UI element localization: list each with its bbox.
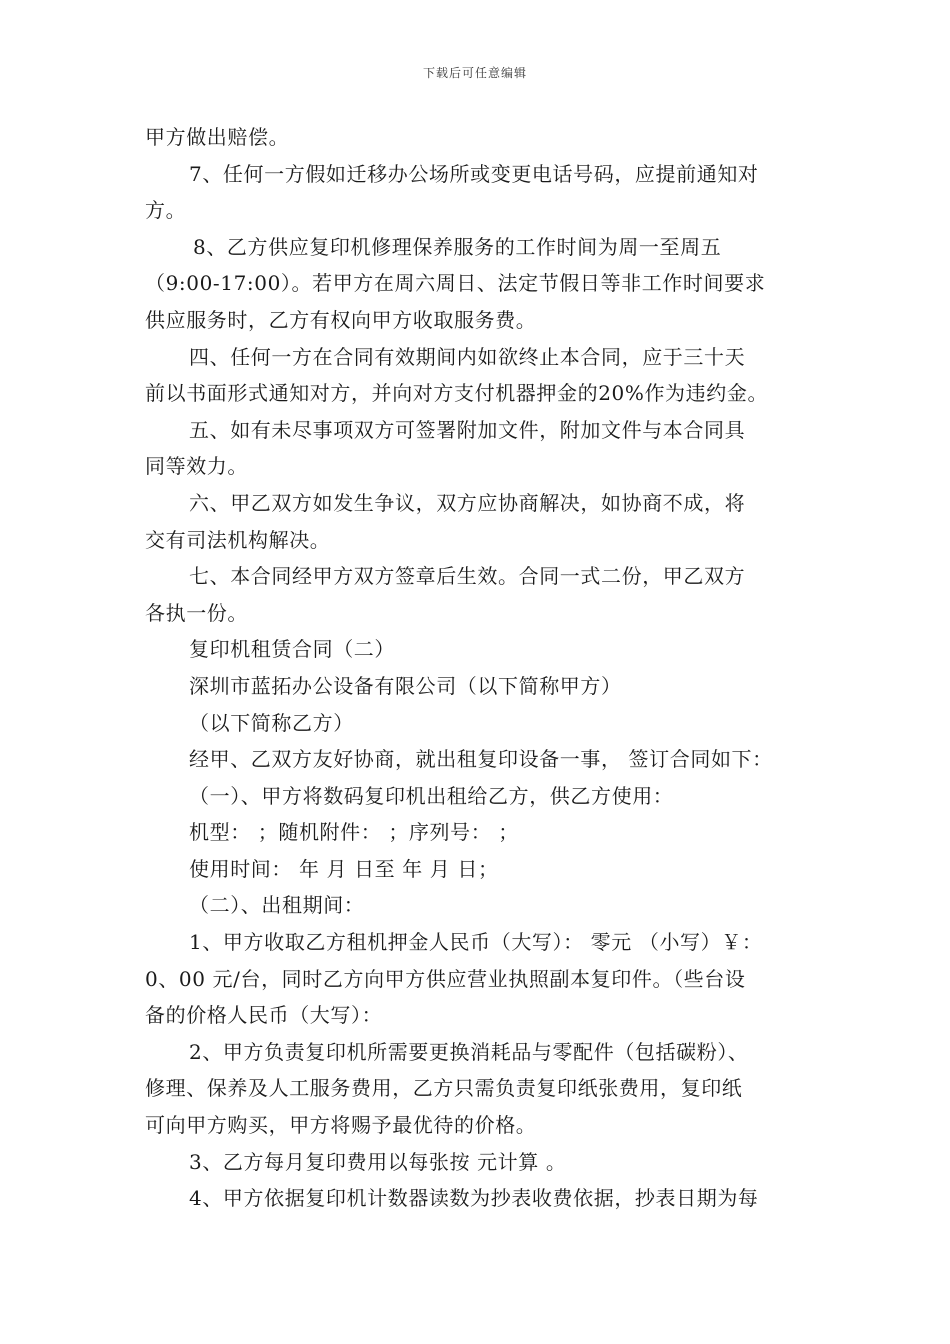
text-line: 可向甲方购买，甲方将赐予最优待的价格。 bbox=[145, 1113, 537, 1138]
text-line: 六、甲乙双方如发生争议，双方应协商解决，如协商不成，将 bbox=[189, 490, 746, 515]
text-line: 四、任何一方在合同有效期间内如欲终止本合同，应于三十天 bbox=[189, 344, 746, 369]
text-line: 供应服务时，乙方有权向甲方收取服务费。 bbox=[145, 307, 537, 332]
text-line: 各执一份。 bbox=[145, 600, 248, 625]
text-line: 0、00 元/台，同时乙方向甲方供应营业执照副本复印件。（些台设 bbox=[145, 966, 746, 991]
text-line: 1、甲方收取乙方租机押金人民币（大写）： 零元 （小写）￥： bbox=[189, 930, 763, 955]
text-line: （以下简称乙方） bbox=[189, 710, 354, 735]
text-line: 3、乙方每月复印费用以每张按 元计算 。 bbox=[189, 1149, 567, 1174]
text-line: 前以书面形式通知对方，并向对方支付机器押金的20%作为违约金。 bbox=[145, 381, 769, 406]
text-line: 甲方做出赔偿。 bbox=[145, 125, 290, 149]
text-line: 使用时间： 年 月 日至 年 月 日； bbox=[189, 856, 499, 881]
text-line: 七、本合同经甲方双方签章后生效。合同一式二份，甲乙双方 bbox=[189, 564, 746, 589]
document-body bbox=[145, 119, 815, 1217]
text-line: 复印机租赁合同（二） bbox=[189, 637, 395, 662]
text-line: 深圳市蓝拓办公设备有限公司（以下简称甲方） bbox=[189, 673, 622, 698]
text-line: 机型： ；随机附件： ；序列号： ； bbox=[189, 820, 519, 845]
text-line: 五、如有未尽事项双方可签署附加文件，附加文件与本合同具 bbox=[189, 417, 746, 442]
text-line: （一）、甲方将数码复印机出租给乙方，供乙方使用： bbox=[189, 783, 674, 808]
text-line: （二）、出租期间： bbox=[189, 893, 365, 918]
text-line: 4、甲方依据复印机计数器读数为抄表收费依据，抄表日期为每 bbox=[189, 1186, 759, 1211]
text-line: 经甲、乙双方友好协商，就出租复印设备一事， 签订合同如下： bbox=[189, 747, 773, 772]
page-header: 下载后可任意编辑 bbox=[422, 66, 527, 80]
text-line: 同等效力。 bbox=[145, 454, 248, 479]
text-line: （9:00-17:00）。若甲方在周六周日、法定节假日等非工作时间要求 bbox=[145, 271, 766, 296]
text-line: 备的价格人民币（大写）： bbox=[145, 1003, 383, 1028]
text-line: 2、甲方负责复印机所需要更换消耗品与零配件（包括碳粉）、 bbox=[189, 1039, 749, 1064]
text-line: 方。 bbox=[145, 198, 187, 223]
text-line: 8、乙方供应复印机修理保养服务的工作时间为周一至周五 bbox=[193, 234, 722, 259]
text-line: 7、任何一方假如迁移办公场所或变更电话号码，应提前通知对 bbox=[189, 161, 759, 186]
text-line: 修理、保养及人工服务费用，乙方只需负责复印纸张费用，复印纸 bbox=[145, 1076, 743, 1101]
text-line: 交有司法机构解决。 bbox=[145, 527, 331, 552]
